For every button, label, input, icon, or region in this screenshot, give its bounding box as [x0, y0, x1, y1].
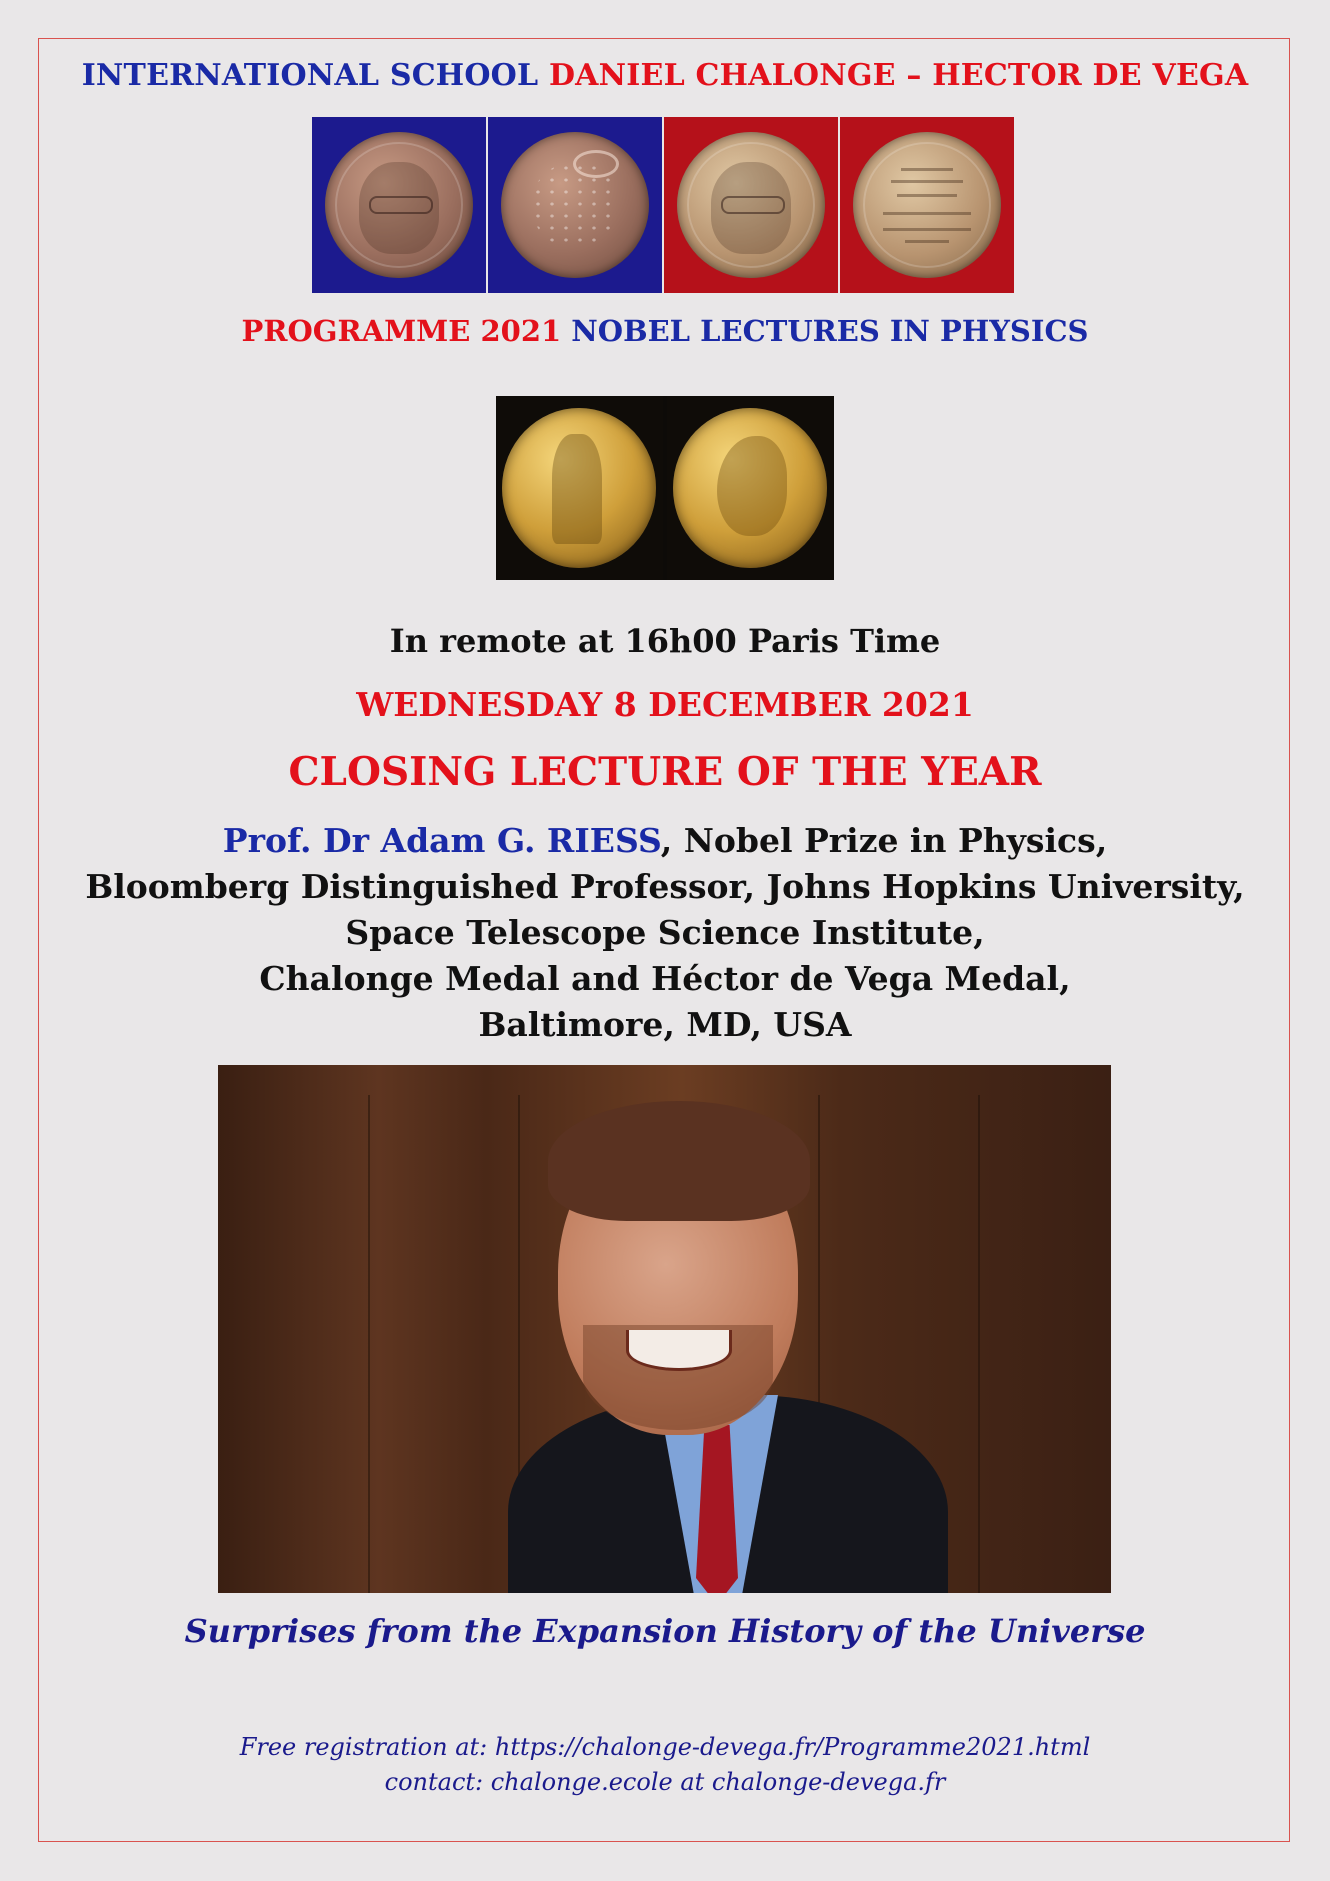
- school-medals-strip: [312, 117, 1014, 293]
- remote-time: In remote at 16h00 Paris Time: [389, 622, 941, 660]
- nobel-medals-strip: [496, 396, 834, 580]
- speaker-block: [0, 818, 1330, 1048]
- devega-medal-portrait-icon: [664, 117, 838, 293]
- event-date: WEDNESDAY 8 DECEMBER 2021: [356, 685, 974, 724]
- speaker-line-5: Baltimore, MD, USA: [478, 1005, 852, 1044]
- registration-link[interactable]: Free registration at: https://chalonge-devega.fr/Programme2021.html: [239, 1733, 1091, 1761]
- devega-medal-inscription-icon: [840, 117, 1014, 293]
- programme-year: PROGRAMME 2021: [241, 314, 562, 348]
- speaker-line-1: [0, 818, 1330, 864]
- footer-info: [0, 1730, 1330, 1800]
- nobel-medal-obverse-icon: [667, 396, 834, 580]
- speaker-photo: [218, 1065, 1111, 1593]
- programme-series: NOBEL LECTURES IN PHYSICS: [571, 314, 1089, 348]
- speaker-line-4: Chalonge Medal and Héctor de Vega Medal,: [259, 959, 1071, 998]
- contact-info: contact: chalonge.ecole at chalonge-devega.fr: [384, 1768, 946, 1796]
- programme-title: [0, 314, 1330, 348]
- lecture-title: Surprises from the Expansion History of the Universe: [184, 1612, 1146, 1650]
- speaker-line-3: Space Telescope Science Institute,: [345, 913, 985, 952]
- school-header: [0, 58, 1330, 93]
- chalonge-medal-reverse-icon: [488, 117, 662, 293]
- school-names: DANIEL CHALONGE – HECTOR DE VEGA: [548, 58, 1249, 93]
- speaker-line-2: Bloomberg Distinguished Professor, Johns Hopkins University,: [85, 867, 1245, 906]
- school-label: INTERNATIONAL SCHOOL: [81, 58, 549, 93]
- nobel-medal-reverse-icon: [496, 396, 663, 580]
- event-title: CLOSING LECTURE OF THE YEAR: [288, 749, 1042, 795]
- chalonge-medal-portrait-icon: [312, 117, 486, 293]
- speaker-name: Prof. Dr Adam G. RIESS: [222, 821, 661, 860]
- speaker-prize: , Nobel Prize in Physics,: [660, 821, 1108, 860]
